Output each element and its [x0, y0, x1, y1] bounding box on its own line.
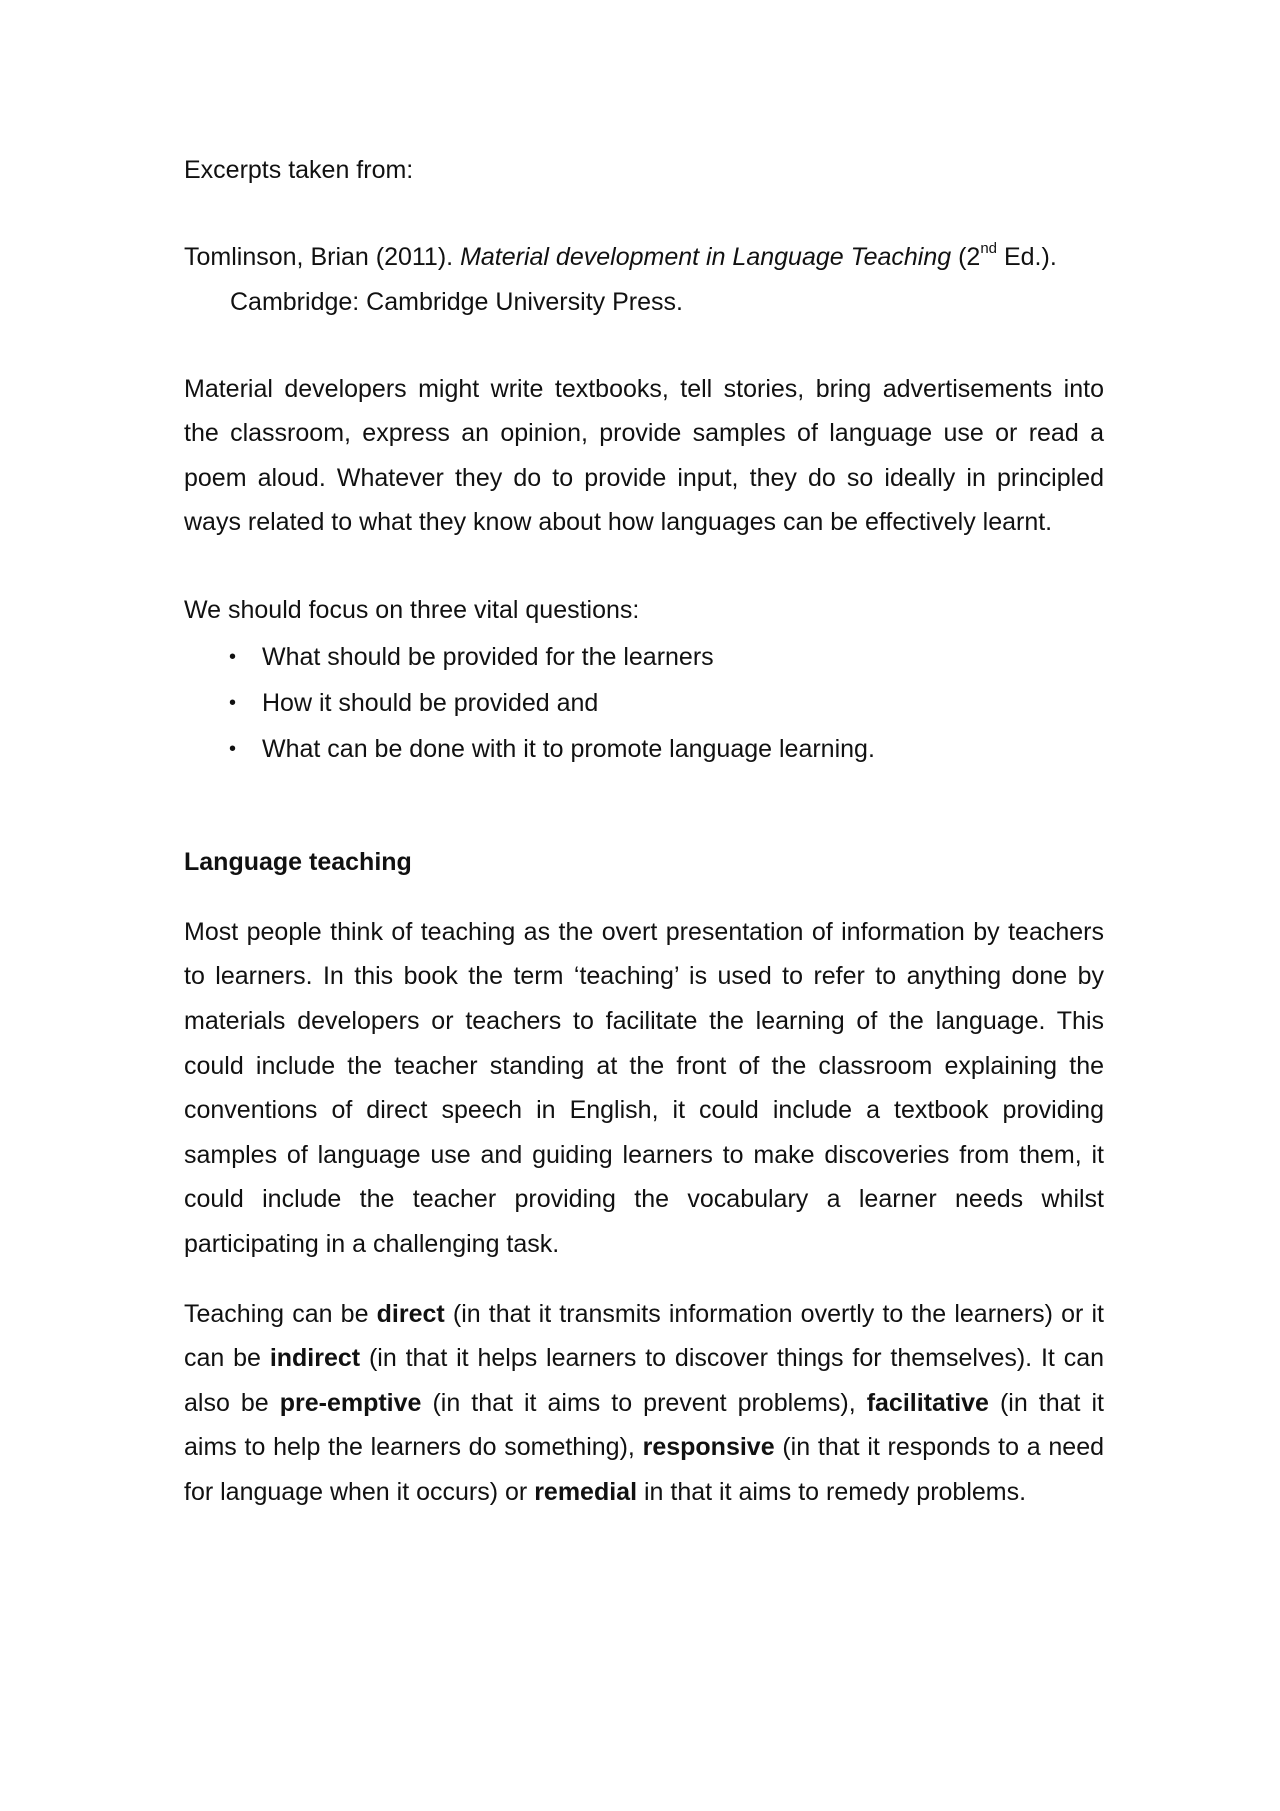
citation [184, 235, 1104, 325]
citation-edition-close: Ed.). [997, 242, 1057, 271]
list-item [184, 634, 1104, 680]
term-pre-emptive: pre-emptive [279, 1388, 422, 1417]
text-run: in that it aims to remedy problems. [637, 1478, 1027, 1506]
focus-intro: We should focus on three vital questions: [184, 595, 640, 624]
section-heading: Language teaching [184, 848, 412, 877]
list-item [184, 726, 1104, 772]
list-item [184, 680, 1104, 726]
citation-publisher: Cambridge: Cambridge University Press. [230, 287, 683, 316]
list-item-text: What should be provided for the learners [262, 643, 714, 672]
questions-list [184, 634, 1104, 772]
text-run: (in that it aims to help the learners do something), [184, 1388, 1105, 1462]
text-run: (in that it transmits information overtly to the learners) or it can be [184, 1299, 1105, 1373]
citation-title: Material development in Language Teaching [460, 242, 952, 271]
citation-edition-open: (2 [951, 242, 981, 271]
list-item-text: How it should be provided and [262, 689, 599, 718]
bullet-icon: • [229, 646, 237, 669]
term-remedial: remedial [534, 1478, 638, 1506]
paragraph-teaching-types [184, 1292, 1104, 1515]
document-page [184, 148, 1104, 1515]
text-run: (in that it responds to a need for language when it occurs) or [184, 1433, 1104, 1506]
term-responsive: responsive [642, 1433, 775, 1462]
paragraph-material-developers: Material developers might write textbooks, tell stories, bring advertisements into the classroom, express an opinion, provide samples of language use or read a poem aloud. Whatever they do to provide input, they do so ideally in principled ways related to what they know about how languages can be effectively learnt. [184, 374, 1104, 537]
intro-line: Excerpts taken from: [184, 156, 414, 184]
list-item-text: What can be done with it to promote language learning. [262, 735, 875, 764]
term-direct: direct [376, 1299, 445, 1328]
bullet-icon: • [229, 738, 237, 761]
citation-author-year: Tomlinson, Brian (2011). [184, 242, 461, 271]
text-run: (in that it aims to prevent problems), [421, 1388, 867, 1417]
term-indirect: indirect [269, 1344, 361, 1373]
citation-edition-sup: nd [980, 239, 998, 257]
bullet-icon: • [229, 692, 237, 715]
text-run: Teaching can be [184, 1299, 377, 1328]
text-run: (in that it helps learners to discover things for themselves). It can also be [184, 1344, 1105, 1417]
paragraph-teaching-definition: Most people think of teaching as the overt presentation of information by teachers to learners. In this book the term ‘teaching’ is used to refer to anything done by materials developers or teachers to facilitate the learning of the language. This could include the teacher standing at the front of the classroom explaining the conventions of direct speech in English, it could include a textbook providing samples of language use and guiding learners to make discoveries from them, it could include the teacher providing the vocabulary a learner needs whilst participating in a challenging task. [184, 917, 1104, 1259]
term-facilitative: facilitative [866, 1388, 989, 1417]
